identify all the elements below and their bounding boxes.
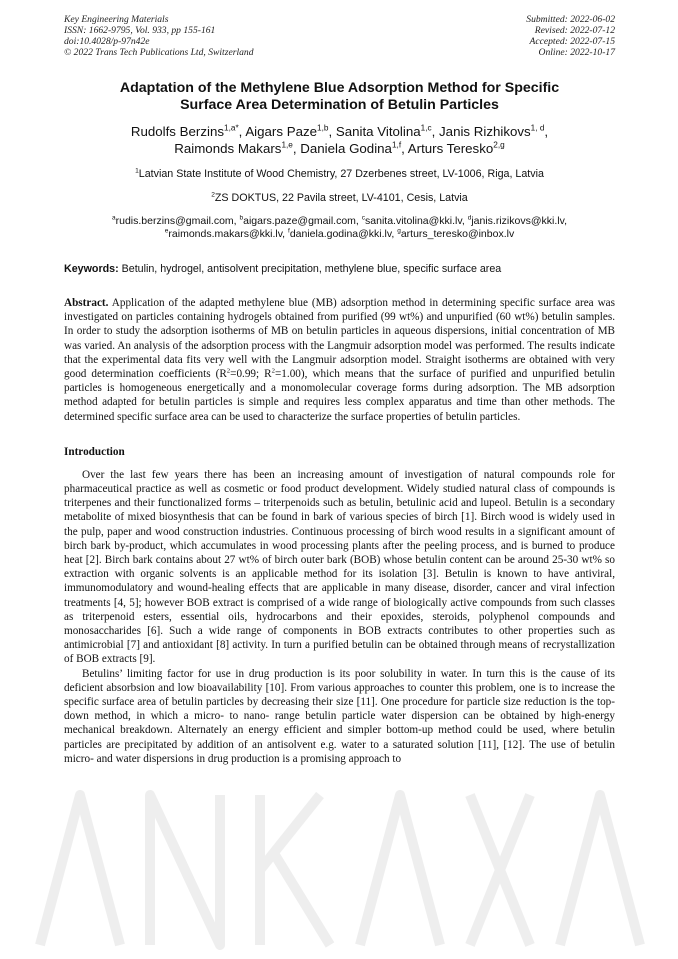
abstract-label: Abstract.: [64, 297, 109, 309]
journal-info: [64, 14, 254, 58]
author-name: Aigars Paze: [245, 124, 318, 139]
author-affiliation-marker: 1,f: [391, 140, 402, 150]
author-name: Raimonds Makars: [174, 141, 282, 156]
author-name: Sanita Vitolina: [335, 124, 421, 139]
paper-title: [64, 80, 615, 114]
abstract-text: Application of the adapted methylene blue (MB) adsorption method in determining specific surface area was investigated on particles containing hydrogels obtained from purified (99 wt%) and unpurified (60 wt%) betulin samples. In order to study the adsorption isotherms of MB on betulin particles in aqueous dispersions, initial concentration of MB was varied. An analysis of the adsorption process with the Langmuir adsorption model was performed. The results indicate that the experimental data fits very well with the Langmuir adsorption model. Straight isotherms are obtained with very good determination coefficients (R: [64, 297, 615, 381]
author-affiliation-marker: 1,c: [420, 123, 432, 133]
author-name: Arturs Teresko: [407, 141, 494, 156]
email-address[interactable]: rudis.berzins@gmail.com: [115, 215, 234, 227]
email-line-1: $^a$rudis.berzins@gmail.com, $^b$aigars.paze@gmail.com, $^c$sanita.vitolina@kki.lv, $^d$janis.rizikovs@kki.lv,: [112, 214, 567, 227]
keywords-label: Keywords:: [64, 263, 119, 275]
accepted-date: Accepted: 2022-07-15: [529, 36, 615, 47]
author-name: Janis Rizhikovs: [439, 124, 531, 139]
author-affiliation-marker: 1,e: [281, 140, 293, 150]
author-affiliation-marker: 1, d: [530, 123, 545, 133]
journal-name: Key Engineering Materials: [64, 14, 169, 25]
online-date: Online: 2022-10-17: [538, 47, 615, 58]
title-line-1: Adaptation of the Methylene Blue Adsorption Method for Specific: [119, 80, 560, 96]
email-address[interactable]: raimonds.makars@kki.lv: [168, 228, 283, 240]
author-name: Daniela Godina: [300, 141, 392, 156]
email-address[interactable]: sanita.vitolina@kki.lv: [365, 215, 462, 227]
author-name: Rudolfs Berzins: [130, 124, 224, 139]
author-emails: [64, 215, 615, 241]
affiliation-2: [64, 192, 615, 205]
paragraph: Betulins’ limiting factor for use in drug production is its poor solubility in water. In turn this is the cause of its deficient absorbsion and low bioavailability [10]. From various approaches to counter this problem, one is to increase the specific surface area of betulin particles by decreasing their size [11]. One procedure for particle size reduction is the top-down method, in which a micro- to nano- range betulin particle water dispersion can be obtained by high-energy mechanical breakdown. Alternately an energy efficient and simpler bottom-up method could be used, where betulin particles are precipitated by addition of an antisolvent e.g. water to a saturated solution [11], [12]. The use of betulin micro- and water dispersions in drug production is a promising approach to: [64, 667, 615, 765]
email-address[interactable]: arturs_teresko@inbox.lv: [400, 228, 515, 240]
email-address[interactable]: daniela.godina@kki.lv: [289, 228, 392, 240]
affiliation-text: ZS DOKTUS, 22 Pavila street, LV-4101, Cesis, Latvia: [214, 192, 468, 204]
publication-header: [64, 14, 615, 58]
author-affiliation-marker: 1,a*: [224, 123, 239, 133]
affiliation-marker: 2: [211, 191, 215, 199]
submitted-date: Submitted: 2022-06-02: [526, 14, 615, 25]
affiliation-text: Latvian State Institute of Wood Chemistry, 27 Dzerbenes street, LV-1006, Riga, Latvia: [138, 168, 544, 180]
paper-content: [64, 14, 615, 766]
keywords: [64, 263, 615, 276]
author-list: [64, 123, 615, 157]
section-heading-introduction: Introduction: [64, 445, 125, 458]
issn: ISSN: 1662-9795, Vol. 933, pp 155-161: [64, 25, 216, 36]
publication-dates: [526, 14, 615, 58]
revised-date: Revised: 2022-07-12: [534, 25, 615, 36]
author-line-1: Rudolfs Berzins$^{1,a*}$, Aigars Paze$^{1,b}$, Sanita Vitolina$^{1,c}$, Janis Rizhikovs$^{1, d}$,: [130, 123, 549, 139]
copyright: © 2022 Trans Tech Publications Ltd, Switzerland: [64, 47, 254, 58]
keywords-text: Betulin, hydrogel, antisolvent precipitation, methylene blue, specific surface area: [121, 263, 502, 275]
email-line-2: $^e$raimonds.makars@kki.lv, $^f$daniela.godina@kki.lv, $^g$arturs_teresko@inbox.lv: [164, 227, 515, 240]
abstract: Abstract. Application of the adapted methylene blue (MB) adsorption method in determining specific surface area was investigated on particles containing hydrogels obtained from purified (99 wt%) and unpurified (60 wt%) betulin samples. In order to study the adsorption isotherms of MB on betulin particles in aqueous dispersions, initial concentration of MB was varied. An analysis of the adsorption process with the Langmuir adsorption model was performed. The results indicate that the experimental data fits very well with the Langmuir adsorption model. Straight isotherms are obtained with very good determination coefficients ($R^2=0.99$; $R^2=1.00$), which means that the surface of purified and unpurified betulin particles is homogeneous energetically and a monomolecular coverage forms during adsorption. The MB adsorption method adapted for betulin particles is simple and requires less complex apparatus and time than other methods. The determined specific surface area can be used to characterize the surface properties of betulin particles.: [64, 297, 615, 423]
introduction-body: [64, 468, 615, 766]
affiliation-marker: 1: [135, 167, 139, 175]
author-affiliation-marker: 2,g: [493, 140, 505, 150]
email-address[interactable]: aigars.paze@gmail.com: [243, 215, 356, 227]
publisher-watermark: [20, 735, 678, 955]
affiliation-1: [64, 168, 615, 181]
paragraph: Over the last few years there has been an increasing amount of investigation of natural compounds role for pharmaceutical practice as well as cosmetic or food product development. Widely studied natural class of compounds is triterpenes and their functionalized forms – triterpenoids such as betulin, betulinic acid and lupeol. Betulin is a secondary metabolite of mixed biosynthesis that can be found in bark of various species of birch [1]. Birch wood is widely used in the pulp, paper and wood construction industries. Continuous processing of birch wood results in a significant amount of birch bark by-product, which accumulates in wood processing plants after the peeling process, and is burned to produce heat [2]. Birch bark contains about 27 wt% of birch outer bark (BOB) whose betulin content can be around 25-30 wt% so extraction with organic solvents is an applicable method for its isolation [3]. Betulin is known to have antiviral, immunomodulatory and wound-healing effects that are applicable in many disease, disorder, cancer and viral infection treatments [4, 5]; however BOB extract is comprised of a wide range of biologically active compounds from such classes as triterpenoid esters, essential oils, hydrocarbons and their epoxides, steroids, polyphenol compounds and monosaccharides [6]. Such a wide range of components in BOB extracts contributes to other properties such as antimicrobial [7] and antioxidant [8] activity. In turn a purified betulin can be obtained through means of recrystallization of BOB extracts [9].: [64, 468, 615, 666]
doi: doi:10.4028/p-97n42e: [64, 36, 150, 47]
email-address[interactable]: janis.rizikovs@kki.lv: [471, 215, 565, 227]
author-affiliation-marker: 1,b: [317, 123, 329, 133]
author-line-2: Raimonds Makars$^{1,e}$, Daniela Godina$^{1,f}$, Arturs Teresko$^{2,g}$: [174, 140, 505, 156]
title-line-2: Surface Area Determination of Betulin Particles: [180, 97, 499, 113]
